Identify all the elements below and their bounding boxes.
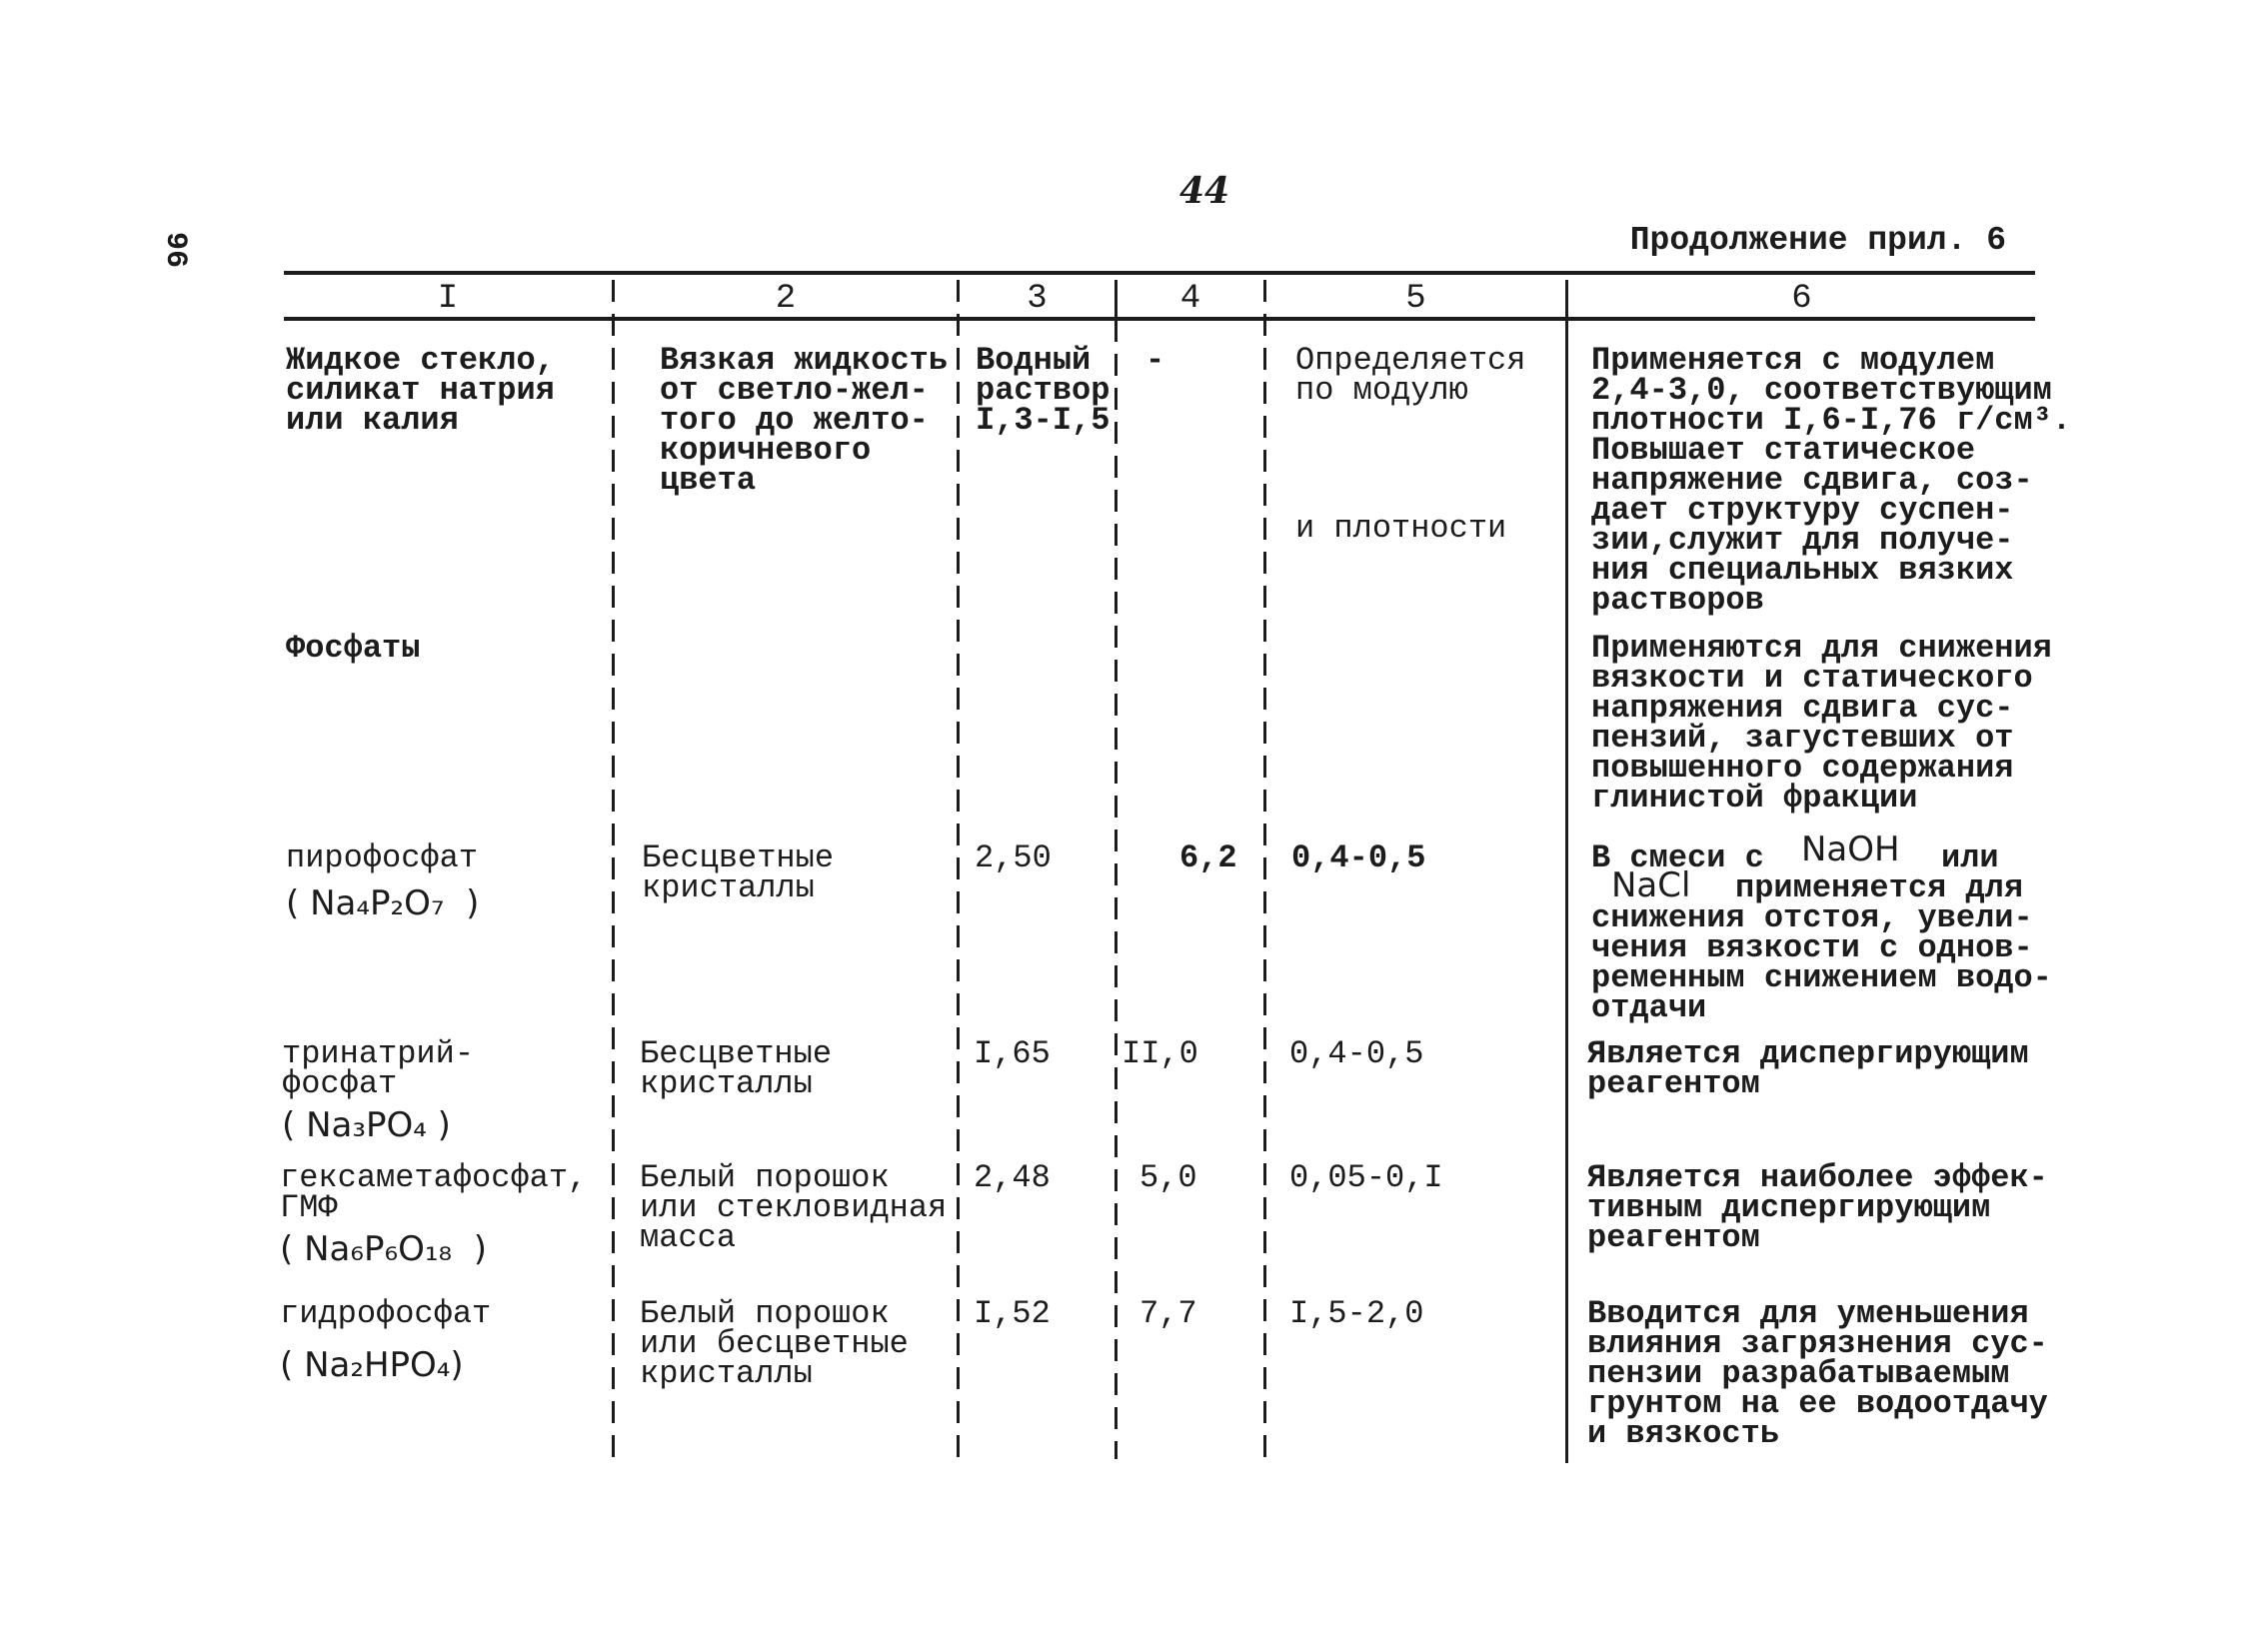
header-col-5: 5 [1405,280,1426,318]
table-cell: Жидкое стекло, силикат натрия или калия [286,342,555,439]
header-col-6: 6 [1791,280,1812,318]
table-cell: применяется для [1735,869,2024,906]
table-cell: тринатрий- фосфат [282,1035,475,1102]
table-cell: пирофосфат [286,839,479,876]
chemical-formula: ( Na₄P₂O₇ ) [286,883,480,923]
table-cell: Применяется с модулем 2,4-3,0, соответствующим плотности I,6-I,76 г/см³. Повышает статическое напряжение сдвига, соз- дает структуру суспен- зии,служит для получе- ния специальных вязких растворов [1591,342,2072,619]
table-cell: Бесцветные кристаллы [642,839,835,906]
table-cell: Вязкая жидкость от светло-жел- того до желто- коричневого цвета [660,342,949,499]
header-col-3: 3 [1027,280,1048,318]
table-cell: Является диспергирующим реагентом [1587,1035,2029,1102]
chemical-formula: NaOH [1801,829,1900,869]
table-cell: или [1941,839,1999,876]
table-cell: I,65 [974,1035,1051,1072]
table-cell: Белый порошок или бесцветные кристаллы [640,1295,909,1392]
handwritten-page-number: 44 [1179,170,1230,212]
table-cell: - [1145,342,1165,379]
table-cell: Вводится для уменьшения влияния загрязнения сус- пензии разрабатываемым грунтом на ее водоотдачу и вязкость [1587,1295,2048,1452]
table-cell: Определяется по модулю [1295,342,1526,409]
chemical-formula: NaCl [1611,865,1691,905]
chemical-formula: ( Na₆P₆O₁₈ ) [280,1229,488,1269]
table-top-rule [284,271,2035,275]
header-col-2: 2 [775,280,797,318]
table-cell: Водный раствор I,3-I,5 [976,342,1111,439]
table-cell: В смеси с [1591,839,1764,876]
table-cell: 0,4-0,5 [1291,839,1426,876]
table-cell: гексаметафосфат, ГМФ [280,1159,588,1226]
table-cell: 2,48 [974,1159,1051,1196]
table-cell: 5,0 [1139,1159,1197,1196]
chemical-formula: ( Na₂HPO₄) [280,1345,464,1385]
header-col-4: 4 [1179,280,1201,318]
table-cell: Белый порошок или стекловидная масса [640,1159,948,1256]
column-divider-1 [612,280,615,1463]
table-cell: Фосфаты [286,630,421,667]
table-cell: II,0 [1122,1035,1198,1072]
table-cell: 2,50 [975,839,1052,876]
column-divider-5 [1565,280,1568,1463]
table-cell: 6,2 [1179,839,1237,876]
column-divider-3 [1115,320,1118,1459]
table-cell: Является наиболее эффек- тивным диспергирующим реагентом [1587,1159,2048,1256]
table-cell: I,52 [974,1295,1051,1332]
table-cell: 7,7 [1139,1295,1197,1332]
table-cell: 0,4-0,5 [1289,1035,1424,1072]
table-cell: Бесцветные кристаллы [640,1035,833,1102]
table-cell: снижения отстоя, увели- чения вязкости с однов- ременным снижением водо- отдачи [1591,899,2052,1026]
continuation-label: Продолжение прил. 6 [1629,222,2006,259]
side-page-number: 96 [158,232,192,269]
table-cell: Применяются для снижения вязкости и статического напряжения сдвига сус- пензий, загустевших от повышенного содержания глинистой фракции [1591,630,2052,817]
column-divider-4 [1263,280,1266,1463]
column-divider-2 [957,280,960,1463]
table-cell: гидрофосфат [280,1295,492,1332]
chemical-formula: ( Na₃PO₄ ) [282,1105,451,1145]
table-cell: и плотности [1295,510,1507,547]
table-cell: 0,05-0,I [1289,1159,1443,1196]
table-cell: I,5-2,0 [1289,1295,1424,1332]
header-col-1: I [437,280,459,318]
